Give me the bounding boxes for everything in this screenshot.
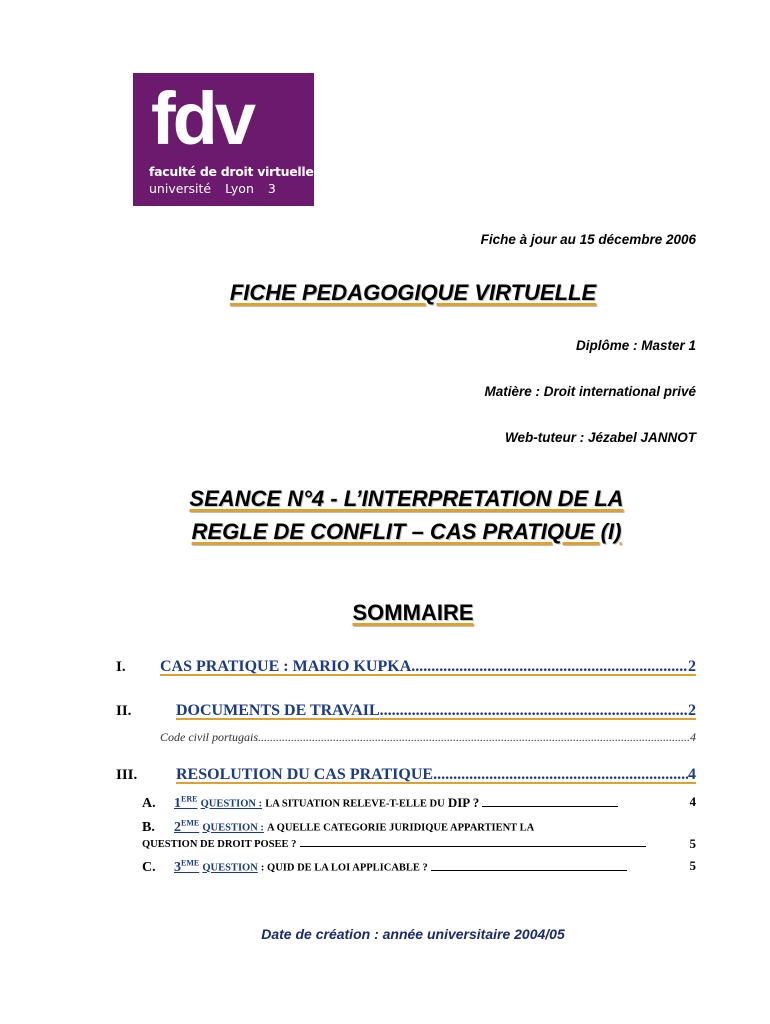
toc-item-page[interactable]: 4: [688, 766, 696, 783]
toc-leader: [258, 730, 690, 745]
matiere: Matière : Droit international privé: [484, 384, 696, 399]
question-label[interactable]: QUESTION :: [202, 822, 264, 834]
toc-leader: [411, 658, 688, 676]
seance-title-line1: SEANCE N°4 - L’INTERPRETATION DE LA: [189, 486, 624, 511]
toc-question-b[interactable]: [142, 818, 696, 836]
toc-sub-item-title[interactable]: Code civil portugais: [160, 730, 258, 744]
toc-question-c[interactable]: [142, 858, 696, 876]
toc-item-page[interactable]: 2: [688, 702, 696, 719]
toc-question-b-cont[interactable]: [142, 836, 696, 851]
sommaire-heading: SOMMAIRE: [352, 600, 474, 625]
toc-item-2[interactable]: [116, 702, 696, 720]
toc-item-number: III.: [116, 767, 138, 783]
toc-item-number: I.: [116, 659, 126, 675]
toc-item-page[interactable]: 2: [688, 658, 696, 675]
toc-leader: [380, 702, 688, 720]
toc-question-a[interactable]: [142, 794, 696, 812]
toc-leader: [433, 766, 688, 784]
web-tuteur: Web-tuteur : Jézabel JANNOT: [504, 430, 696, 445]
logo-letters: fdv: [151, 77, 253, 160]
question-text: A QUELLE CATEGORIE JURIDIQUE APPARTIENT LA: [267, 822, 535, 834]
logo-line-faculty: faculté de droit virtuelle: [149, 164, 314, 179]
fdv-logo: [133, 73, 314, 206]
page-title: FICHE PEDAGOGIQUE VIRTUELLE: [229, 280, 597, 305]
question-page[interactable]: 5: [689, 858, 696, 873]
date-creation: Date de création : année universitaire 2004/05: [261, 926, 565, 942]
toc-item-3[interactable]: [116, 766, 696, 784]
question-text: LA SITUATION RELEVE-T-ELLE DU: [265, 798, 445, 810]
question-ordinal[interactable]: 2EME: [174, 818, 200, 835]
toc-item-title[interactable]: DOCUMENTS DE TRAVAIL: [176, 702, 380, 719]
question-text-extra: DIP ?: [447, 794, 480, 810]
toc-sub-item-page[interactable]: 4: [690, 730, 696, 744]
question-ordinal[interactable]: 1ERE: [174, 794, 198, 811]
question-page[interactable]: 5: [689, 836, 696, 851]
question-letter: A.: [142, 795, 156, 811]
question-label[interactable]: QUESTION :: [200, 798, 263, 810]
toc-item-title[interactable]: CAS PRATIQUE : MARIO KUPKA: [160, 658, 412, 675]
question-letter: C.: [142, 859, 156, 875]
question-label[interactable]: QUESTION: [202, 862, 258, 874]
toc-sub-item[interactable]: [160, 730, 696, 745]
diplome: Diplôme : Master 1: [575, 338, 696, 353]
toc-item-1[interactable]: [116, 658, 696, 676]
update-date: Fiche à jour au 15 décembre 2006: [480, 232, 696, 247]
toc-item-number: II.: [116, 703, 132, 719]
toc-leader: [300, 845, 646, 847]
question-text-cont: QUESTION DE DROIT POSEE ?: [142, 839, 297, 850]
question-ordinal[interactable]: 3EME: [174, 858, 200, 875]
question-text: : QUID DE LA LOI APPLICABLE ?: [260, 862, 428, 874]
question-page[interactable]: 4: [689, 794, 696, 809]
seance-title-line2: REGLE DE CONFLIT – CAS PRATIQUE (I): [191, 519, 622, 544]
logo-line-university: université Lyon 3: [149, 181, 276, 196]
toc-leader: [431, 869, 627, 871]
question-letter: B.: [142, 819, 155, 835]
toc-leader: [482, 805, 618, 807]
toc-item-title[interactable]: RESOLUTION DU CAS PRATIQUE: [176, 766, 434, 783]
